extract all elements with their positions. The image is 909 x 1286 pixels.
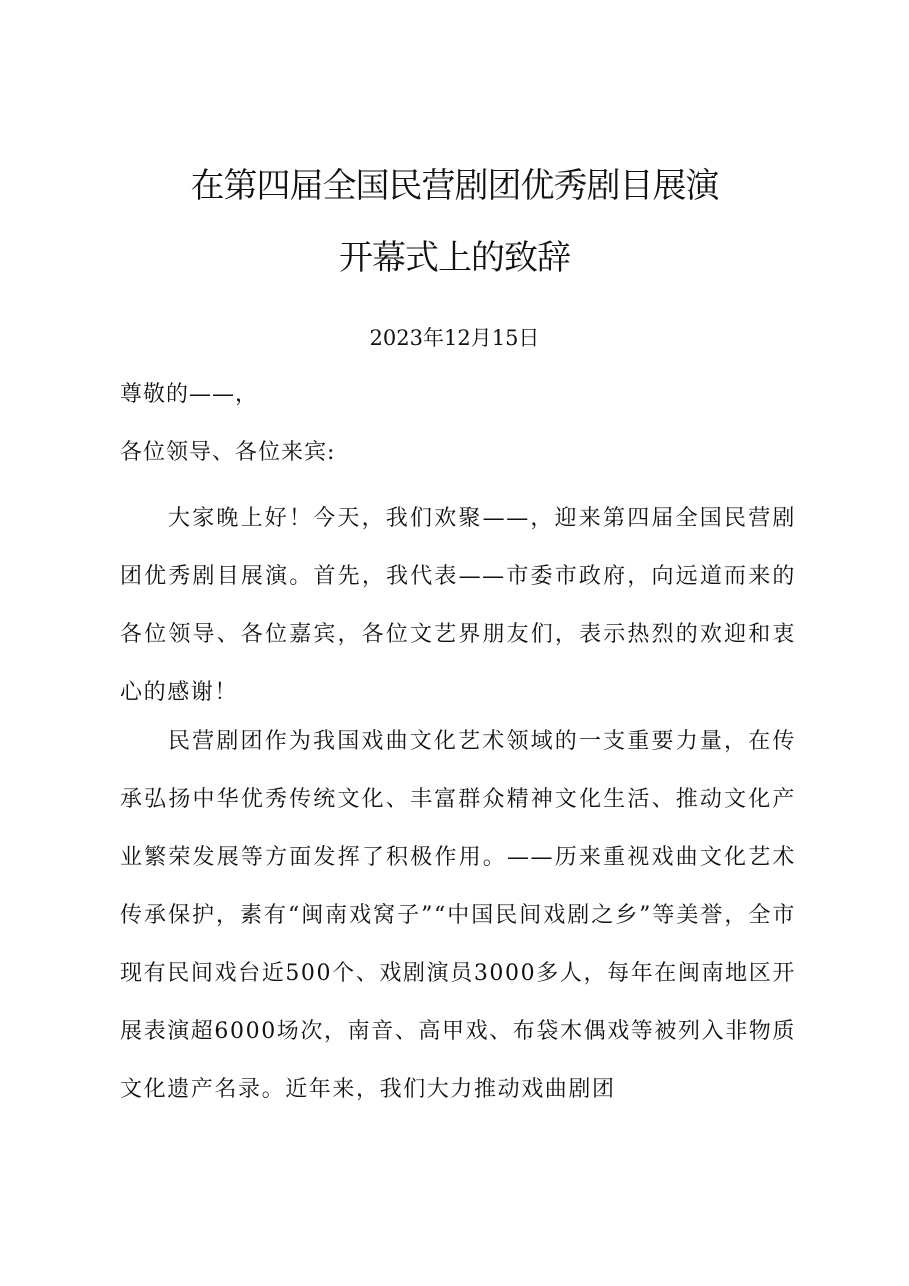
document-title-line-2: 开幕式上的致辞 [339,238,570,278]
document-date: 2023年12月15日 [369,326,540,350]
body-paragraph-1: 大家晚上好！今天，我们欢聚——，迎来第四届全国民营剧团优秀剧目展演。首先，我代表——市委市政府，向远道而来的各位领导、各位嘉宾，各位文艺界朋友们，表示热烈的欢迎和衷心的感谢！ [120,506,796,705]
document-title-line-1: 在第四届全国民营剧团优秀剧目展演 [190,166,719,206]
body-paragraph-2: 民营剧团作为我国戏曲文化艺术领域的一支重要力量，在传承弘扬中华优秀传统文化、丰富群众精神文化生活、推动文化产业繁荣发展等方面发挥了积极作用。——历来重视戏曲文化艺术传承保护，素有“闽南戏窝子”“中国民间戏剧之乡”等美誉，全市现有民间戏台近500个、戏剧演员3000多人，每年在闽南地区开展表演超6000场次，南音、高甲戏、布袋木偶戏等被列入非物质文化遗产名录。近年来，我们大力推动戏曲剧团 [120,729,796,1102]
salutation-line-1: 尊敬的——， [120,382,259,407]
salutation-line-2: 各位领导、各位来宾: [120,440,336,465]
